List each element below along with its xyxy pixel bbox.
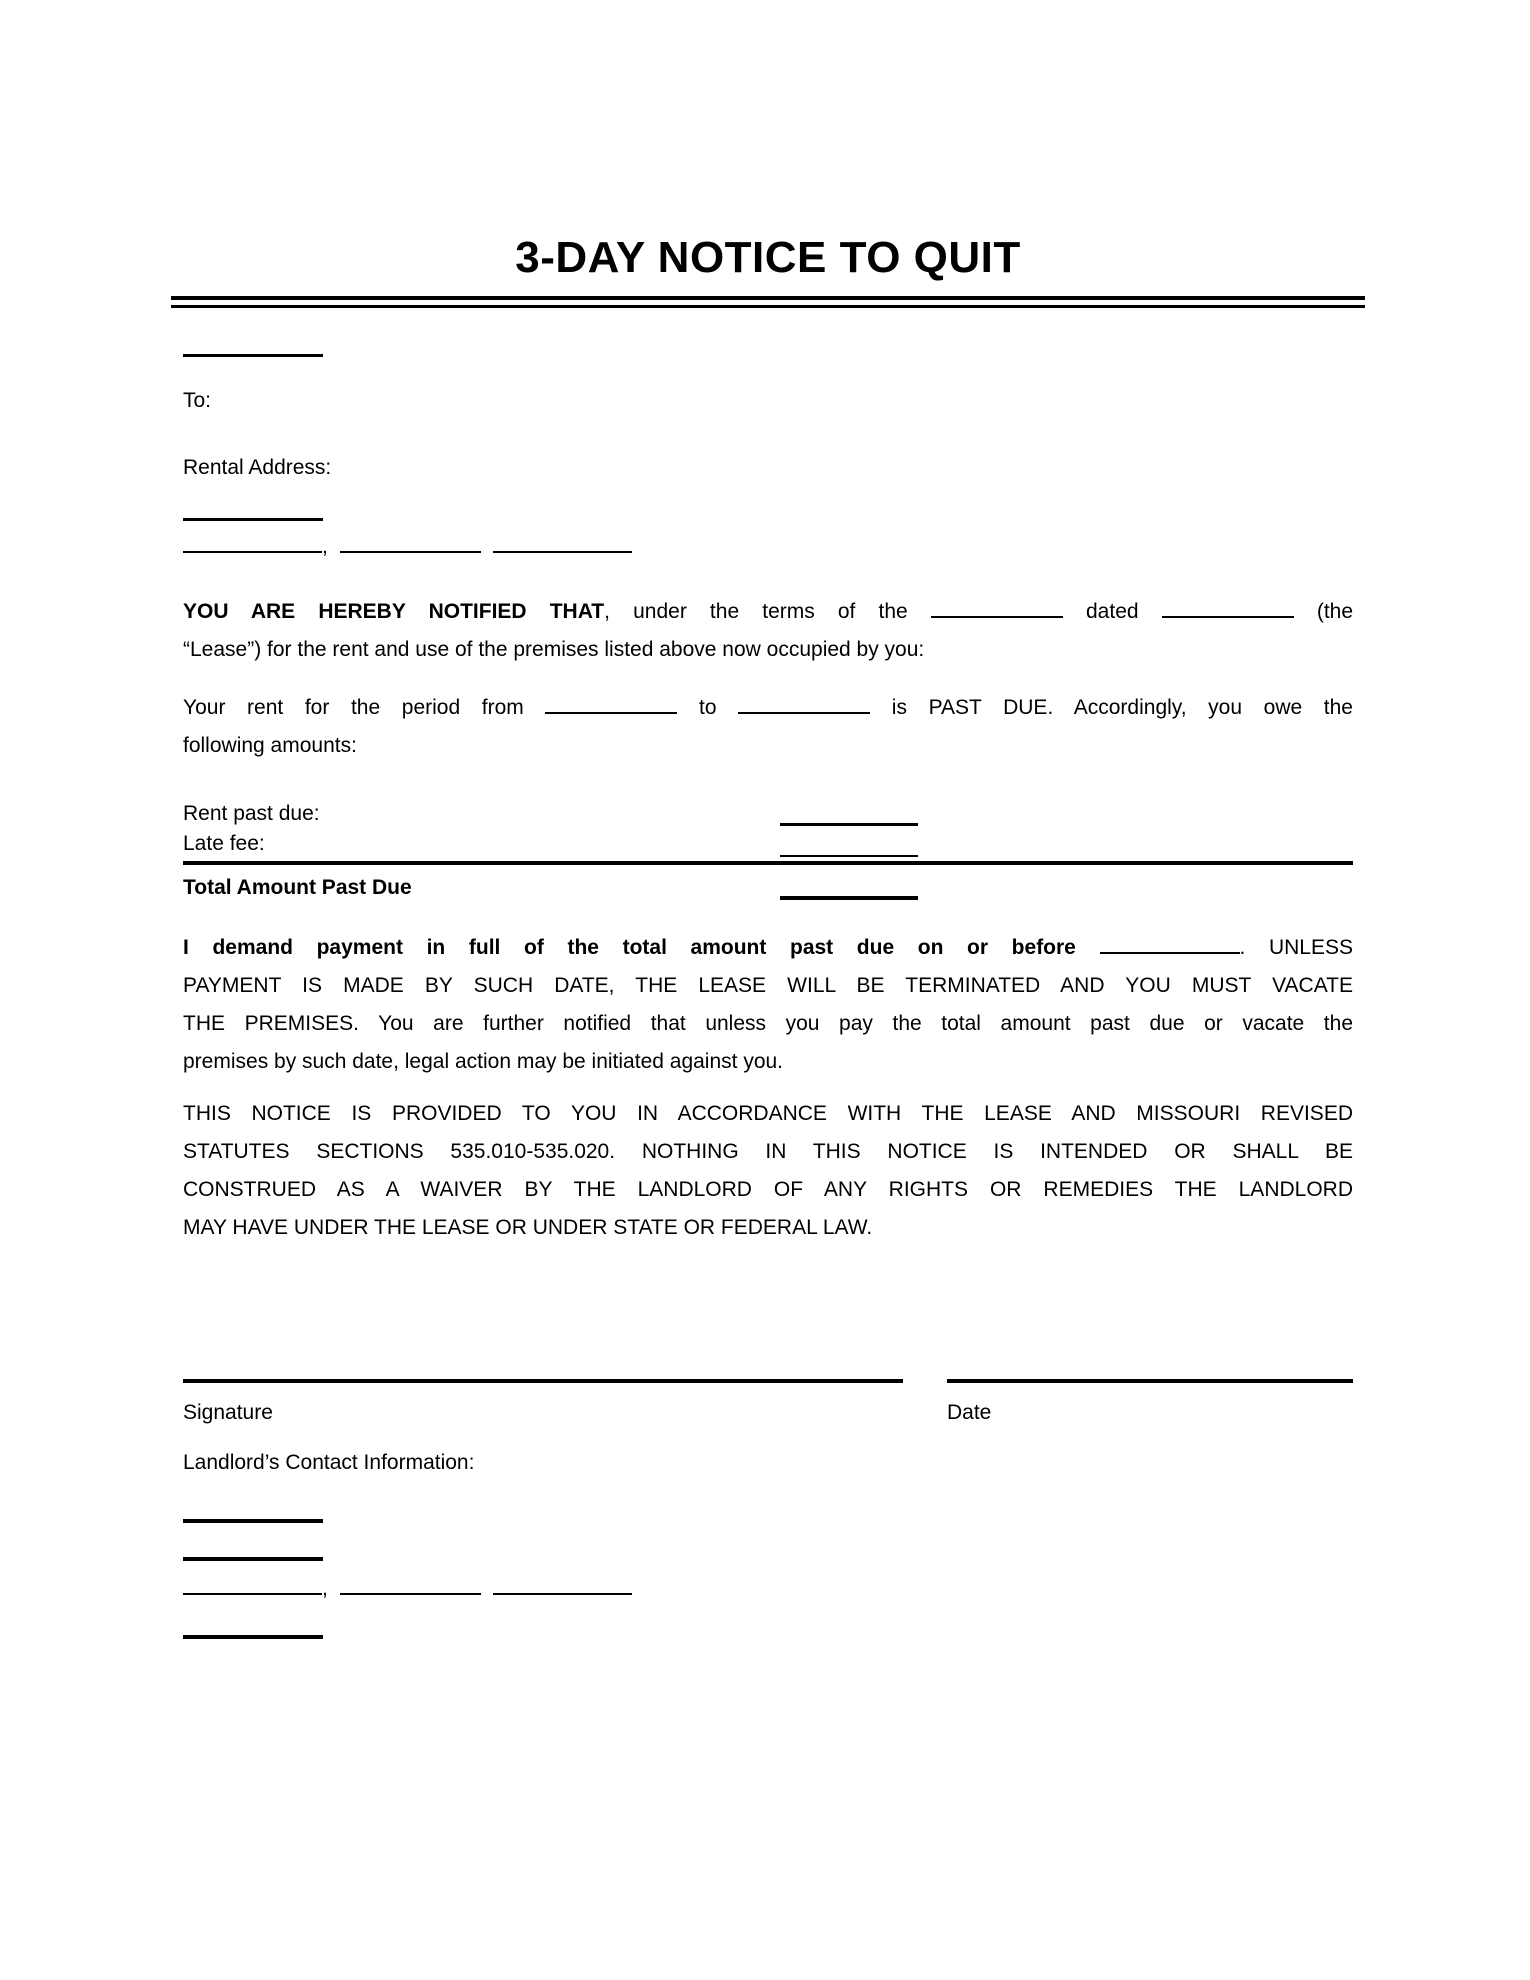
- payment-deadline-blank[interactable]: [1100, 935, 1240, 954]
- landlord-contact-blank-1[interactable]: [183, 1519, 323, 1523]
- notified-bold-text: YOU ARE HEREBY NOTIFIED THAT: [183, 600, 605, 623]
- rent-past-due-blank[interactable]: [780, 823, 918, 826]
- notice-date-blank-line[interactable]: [183, 354, 323, 357]
- statute-line-4: MAY HAVE UNDER THE LEASE OR UNDER STATE OR FEDERAL LAW.: [183, 1216, 873, 1239]
- signature-labels-row: [183, 1399, 1353, 1427]
- rent-past-due-row: [183, 799, 1353, 829]
- statute-line-1: THIS NOTICE IS PROVIDED TO YOU IN ACCORDANCE WITH THE LEASE AND MISSOURI REVISED: [183, 1102, 1353, 1125]
- late-fee-row: [183, 829, 1353, 859]
- rent-period-line-2: following amounts:: [183, 734, 357, 757]
- rental-address-label: Rental Address:: [183, 456, 332, 479]
- rent-period-line-1: [183, 689, 1353, 727]
- lease-date-blank[interactable]: [1162, 599, 1294, 618]
- document-title: 3-DAY NOTICE TO QUIT: [515, 233, 1021, 282]
- period-from-blank[interactable]: [545, 695, 677, 714]
- demand-line-1: [183, 929, 1353, 967]
- landlord-city-blank[interactable]: [183, 1579, 322, 1595]
- landlord-zip-blank[interactable]: [493, 1579, 632, 1595]
- notified-end-text: (the: [1316, 600, 1354, 623]
- comma-separator: ,: [322, 535, 328, 558]
- date-line[interactable]: [947, 1379, 1353, 1383]
- zip-blank-line[interactable]: [493, 537, 632, 553]
- notified-paragraph: [183, 593, 1353, 669]
- amounts-table: [183, 799, 1353, 903]
- total-amount-blank[interactable]: [780, 896, 918, 900]
- landlord-contact-blank-2[interactable]: [183, 1557, 323, 1561]
- demand-line-4: premises by such date, legal action may be initiated against you.: [183, 1050, 784, 1073]
- landlord-contact-label: Landlord’s Contact Information:: [183, 1451, 475, 1474]
- city-blank-line[interactable]: [183, 537, 322, 553]
- demand-paragraph: [183, 929, 1353, 1081]
- rent-period-paragraph: [183, 689, 1353, 765]
- statute-paragraph: [183, 1095, 1353, 1247]
- signature-label: Signature: [183, 1401, 273, 1424]
- landlord-comma-separator: ,: [322, 1577, 328, 1600]
- notified-line-2: “Lease”) for the rent and use of the premises listed above now occupied by you:: [183, 638, 925, 661]
- rent-past-due-label: Rent past due:: [183, 802, 320, 825]
- landlord-contact-blank-3[interactable]: [183, 1635, 323, 1639]
- rent-period-end-text: is PAST DUE. Accordingly, you owe the: [891, 696, 1353, 719]
- late-fee-blank[interactable]: [780, 855, 918, 857]
- demand-line-3: THE PREMISES. You are further notified that unless you pay the total amount past due or vacate the: [183, 1012, 1353, 1035]
- address-blank-line[interactable]: [183, 518, 323, 521]
- amounts-divider: [183, 861, 1353, 865]
- notified-mid-text: , under the terms of the: [604, 600, 908, 623]
- statute-line-3: CONSTRUED AS A WAIVER BY THE LANDLORD OF ANY RIGHTS OR REMEDIES THE LANDLORD: [183, 1178, 1353, 1201]
- state-blank-line[interactable]: [340, 537, 481, 553]
- demand-bold-text: I demand payment in full of the total amount past due on or before: [183, 936, 1076, 959]
- lease-document-blank[interactable]: [931, 599, 1063, 618]
- city-state-zip-row: [183, 537, 1353, 557]
- period-to-blank[interactable]: [738, 695, 870, 714]
- landlord-state-blank[interactable]: [340, 1579, 481, 1595]
- signature-line[interactable]: [183, 1379, 903, 1383]
- total-amount-label: Total Amount Past Due: [183, 876, 412, 899]
- total-amount-row: [183, 873, 1353, 903]
- date-label: Date: [947, 1401, 992, 1424]
- to-label: To:: [183, 389, 212, 412]
- late-fee-label: Late fee:: [183, 832, 265, 855]
- to-word: to: [699, 696, 717, 719]
- dated-word: dated: [1086, 600, 1139, 623]
- demand-end-text: . UNLESS: [1239, 936, 1354, 959]
- statute-line-2: STATUTES SECTIONS 535.010-535.020. NOTHING IN THIS NOTICE IS INTENDED OR SHALL BE: [183, 1140, 1353, 1163]
- demand-line-2: PAYMENT IS MADE BY SUCH DATE, THE LEASE WILL BE TERMINATED AND YOU MUST VACATE: [183, 974, 1353, 997]
- notified-line-1: [183, 593, 1353, 631]
- landlord-city-state-zip-row: [183, 1579, 1353, 1599]
- signature-row: [183, 1379, 1353, 1383]
- title-rule: [171, 296, 1365, 308]
- rent-period-start-text: Your rent for the period from: [183, 696, 524, 719]
